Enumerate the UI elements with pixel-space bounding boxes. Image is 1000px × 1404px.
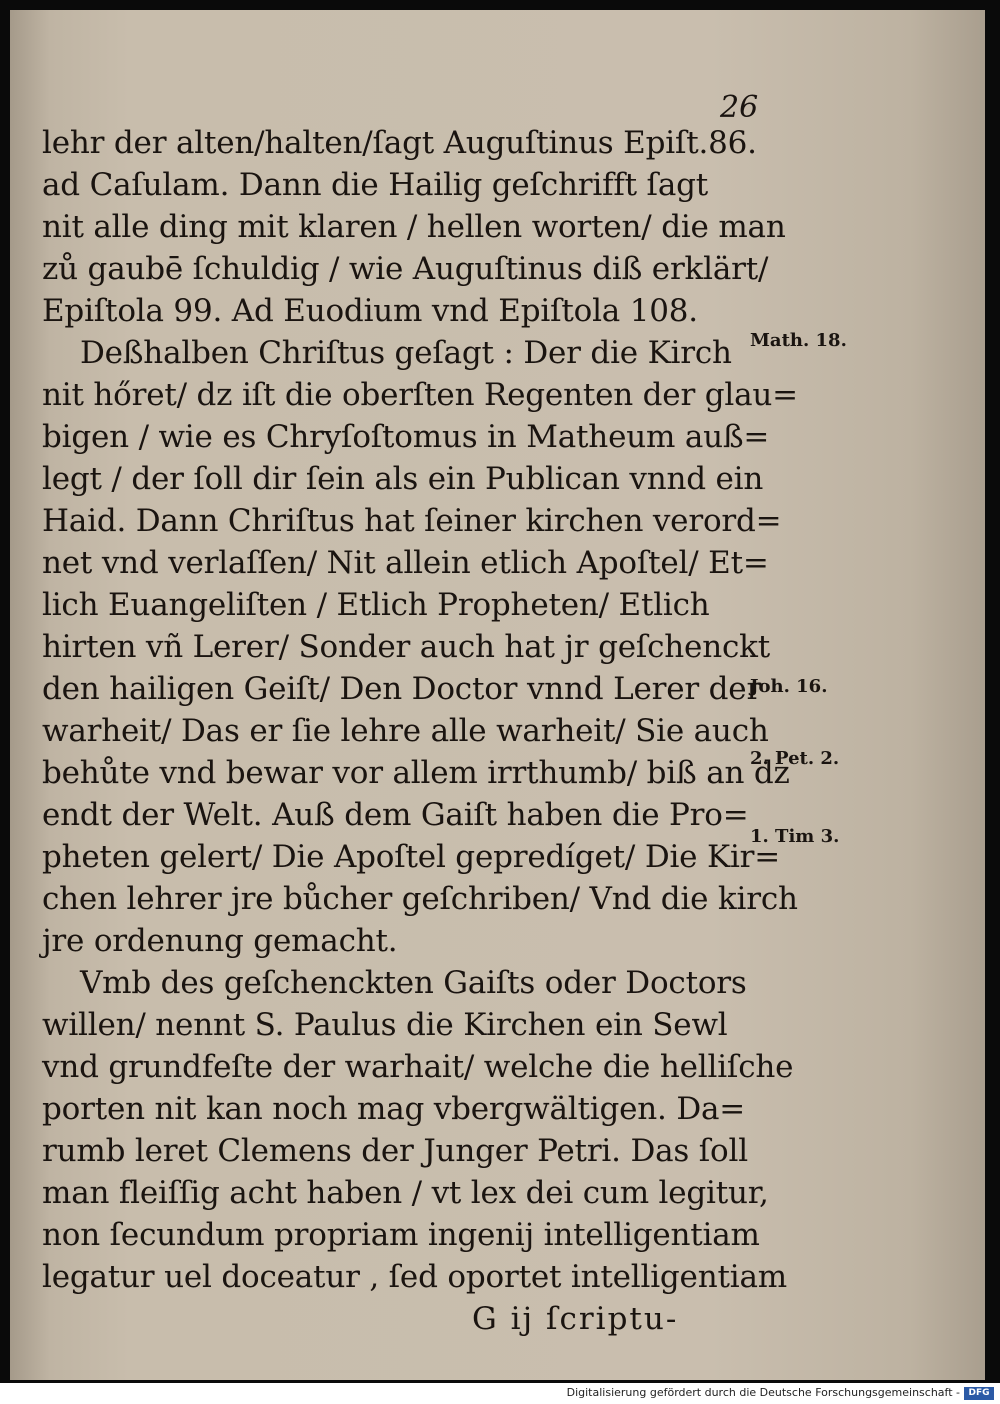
margin-note-pet: 2. Pet. 2. (750, 748, 840, 769)
margin-note-tim: 1. Tim 3. (750, 826, 840, 847)
text-line: Deßhalben Chriſtus geſagt : Der die Kirch (80, 335, 732, 371)
text-line: non ſecundum propriam ingenij intelligentiam (42, 1217, 760, 1253)
signature-line: G ij ſcriptu- (472, 1301, 679, 1337)
text-line: pheten gelert/ Die Apoſtel gepredíget/ Die Kir= (42, 839, 781, 875)
margin-note-math: Math. 18. (750, 330, 847, 351)
text-line: lehr der alten/halten/ſagt Auguſtinus Epiſt.86. (42, 125, 757, 161)
text-line: endt der Welt. Auß dem Gaiſt haben die Pro= (42, 797, 749, 833)
text-line: nit alle ding mit klaren / hellen worten/ die man (42, 209, 786, 245)
text-line: chen lehrer jre bůcher geſchriben/ Vnd die kirch (42, 881, 798, 917)
page-number: 26 (720, 90, 759, 125)
margin-note-joh: Joh. 16. (750, 676, 828, 697)
text-line: warheit/ Das er ſie lehre alle warheit/ Sie auch (42, 713, 769, 749)
text-line: Haid. Dann Chriſtus hat ſeiner kirchen verord= (42, 503, 782, 539)
text-line: legatur uel doceatur , ſed oportet intelligentiam (42, 1259, 787, 1295)
text-line: behůte vnd bewar vor allem irrthumb/ biß an dz (42, 755, 790, 791)
dfg-logo-icon: DFG (964, 1387, 994, 1400)
text-line: vnd grundfeſte der warhait/ welche die helliſche (42, 1049, 794, 1085)
text-line: zů gaubē ſchuldig / wie Auguſtinus diß erklärt/ (42, 251, 769, 287)
text-line: net vnd verlaſſen/ Nit allein etlich Apoſtel/ Et= (42, 545, 769, 581)
footer-credit: Digitalisierung gefördert durch die Deutsche Forschungsgemeinschaft - (566, 1386, 960, 1399)
text-line: den hailigen Geiſt/ Den Doctor vnnd Lerer der (42, 671, 762, 707)
text-line: willen/ nennt S. Paulus die Kirchen ein Sewl (42, 1007, 728, 1043)
text-line: nit hőret/ dz iſt die oberſten Regenten der glau= (42, 377, 798, 413)
text-line: rumb leret Clemens der Junger Petri. Das ſoll (42, 1133, 748, 1169)
text-line: hirten vñ Lerer/ Sonder auch hat jr geſchenckt (42, 629, 770, 665)
book-page (10, 10, 985, 1380)
text-line: ad Caſulam. Dann die Hailig geſchrifft ſagt (42, 167, 708, 203)
text-line: Epiſtola 99. Ad Euodium vnd Epiſtola 108. (42, 293, 698, 329)
text-line: porten nit kan noch mag vbergwältigen. Da= (42, 1091, 746, 1127)
text-line: lich Euangeliſten / Etlich Propheten/ Etlich (42, 587, 710, 623)
text-line: jre ordenung gemacht. (42, 923, 398, 959)
text-line: bigen / wie es Chryſoſtomus in Matheum auß= (42, 419, 770, 455)
text-line: legt / der ſoll dir ſein als ein Publican vnnd ein (42, 461, 764, 497)
footer-bar (0, 1383, 1000, 1404)
text-line: man fleiſſig acht haben / vt lex dei cum legitur, (42, 1175, 769, 1211)
text-line: Vmb des geſchenckten Gaiſts oder Doctors (80, 965, 747, 1001)
